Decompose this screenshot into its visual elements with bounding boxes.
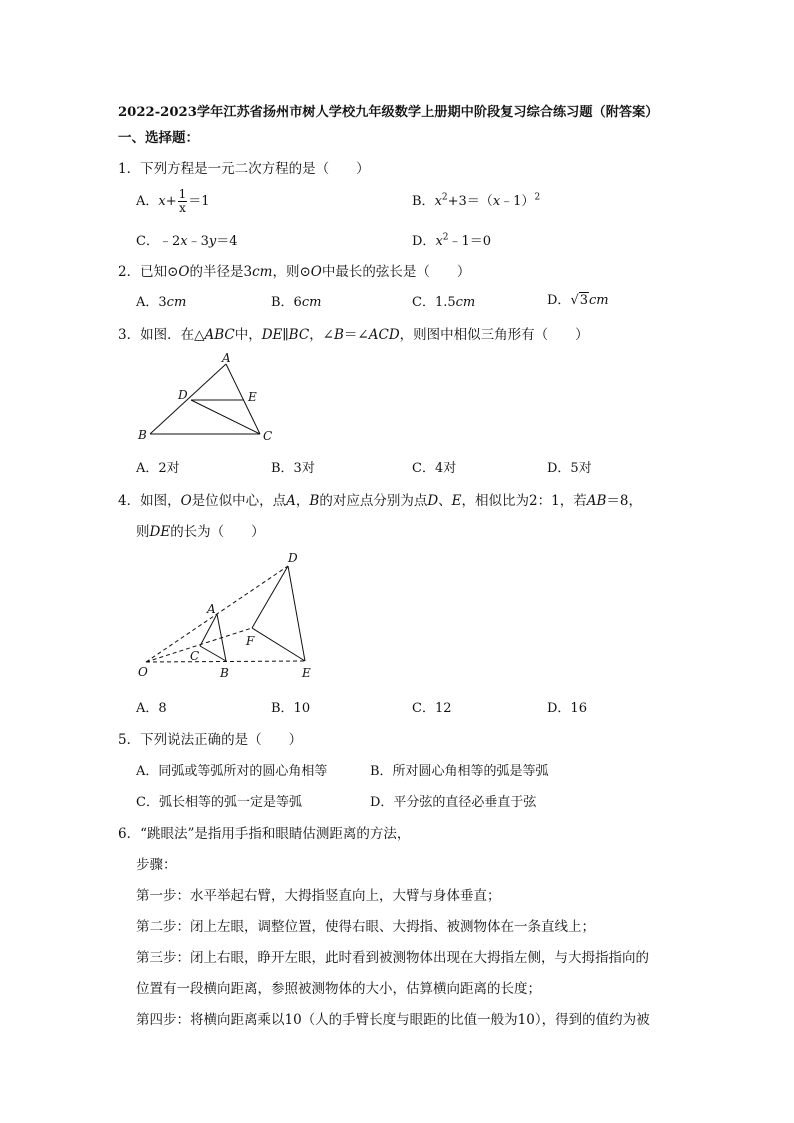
q1-option-a [136, 188, 210, 215]
q2-b-unit: cm [301, 295, 322, 310]
q5-option-b: B．所对圆心角相等的弧是等弧 [370, 764, 549, 779]
q2-c-unit: cm [455, 295, 476, 310]
q4-stem-g: ＝8， [606, 493, 642, 509]
q4-line-ac [200, 614, 217, 646]
q1-c-prefix: C．﹣2 [136, 234, 181, 249]
section-heading: 一、选择题： [118, 130, 199, 146]
q1-c-x: x [180, 234, 188, 249]
q6-step-2: 第二步：闭上左眼，调整位置，使得右眼、大拇指、被测物体在一条直线上； [136, 919, 595, 935]
q3-label-a: A [222, 351, 231, 365]
q4-stem-c: ， [295, 493, 310, 509]
q3-figure [130, 348, 290, 448]
q2-d-radicand: 3 [579, 293, 589, 308]
q1-b-var2: x [492, 194, 501, 209]
q6-steps-label: 步骤： [136, 857, 177, 873]
q2-option-c [412, 291, 475, 310]
q1-option-d [412, 230, 491, 249]
q1-b-var: x [434, 194, 442, 209]
q1-a-fraction [178, 188, 188, 215]
q4-stem-line2 [136, 520, 265, 540]
q1-b-rest: +3＝（ [447, 194, 493, 209]
q4-line-ab [217, 614, 226, 661]
q4-stem-e: 、 [438, 493, 452, 509]
q4-label-o: O [138, 665, 148, 679]
q2-d-prefix: D． [547, 293, 571, 308]
q3-option-d: D．5对 [547, 461, 592, 476]
q6-step-4: 第四步：将横向距离乘以10（人的手臂长度与眼距的比值一般为10），得到的值约为被 [136, 1012, 650, 1028]
q2-stem-o2: O [310, 264, 322, 280]
q1-c-mid: ﹣3 [187, 234, 209, 249]
q4-stem-pa: A [286, 493, 296, 509]
q6-step-3b: 位置有一段横向距离，参照被测物体的大小，估算横向距离的长度； [136, 981, 541, 997]
q4-stem-pb: B [309, 493, 320, 509]
q3-line-ab [150, 364, 226, 434]
q4-stem-pe: E [451, 493, 462, 509]
q4-option-b: B．10 [271, 701, 311, 716]
q1-b-exp2: 2 [534, 192, 541, 203]
q4-option-a: A．8 [136, 701, 167, 716]
q4-stem-f: ，相似比为2：1，若 [461, 493, 587, 509]
q1-a-numerator: 1 [178, 187, 187, 201]
q2-stem-b: 的半径是3 [189, 264, 253, 280]
q4-option-d: D．16 [547, 701, 587, 716]
q1-d-prefix: D． [412, 234, 436, 249]
q4-stem-ab: AB [586, 493, 607, 509]
q3-line-dc [191, 400, 260, 434]
q2-a-prefix: A．3 [136, 295, 167, 310]
q1-a-prefix: A． [136, 194, 159, 209]
q4-label-d: D [288, 551, 298, 565]
q1-a-rest: ＝1 [188, 194, 210, 209]
q2-option-a [136, 291, 186, 310]
q3-stem-a: 3．如图．在△ [118, 327, 205, 343]
q4-line2-b: 的长为（ ） [170, 524, 265, 540]
q4-stem-o: O [180, 493, 192, 509]
q4-line2-a: 则 [136, 524, 150, 540]
q4-stem-pd: D [427, 493, 439, 509]
q1-stem: 1．下列方程是一元二次方程的是（ ） [118, 161, 370, 177]
q4-label-b: B [220, 666, 229, 680]
q6-step-3a: 第三步：闭上右眼，睁开左眼，此时看到被测物体出现在大拇指左侧，与大拇指指向的 [136, 950, 649, 966]
q1-a-denominator: x [179, 201, 186, 215]
q3-stem-bc: BC [288, 327, 310, 343]
q1-b-rest2: ﹣1） [500, 194, 535, 209]
q3-stem-acd: ACD [368, 327, 400, 343]
q4-label-c: C [190, 649, 200, 663]
q3-label-c: C [263, 429, 273, 443]
q2-a-unit: cm [166, 295, 187, 310]
q2-stem-c: ，则⊙ [272, 264, 311, 280]
q3-stem-f: ，则图中相似三角形有（ ） [399, 327, 589, 343]
q5-option-a: A．同弧或等弧所对的圆心角相等 [136, 764, 328, 779]
q3-option-c: C．4对 [412, 461, 457, 476]
q1-c-y: y [208, 234, 217, 249]
q1-option-b [412, 190, 540, 209]
q1-d-rest: ﹣1＝0 [448, 234, 492, 249]
q3-stem-d: ，∠ [309, 327, 334, 343]
q4-stem-b: 是位似中心，点 [191, 493, 287, 509]
q2-stem-d: 中最长的弦长是（ ） [321, 264, 471, 280]
q1-option-c [136, 230, 237, 249]
q6-stem: 6．“跳眼法”是指用手指和眼睛估测距离的方法， [118, 826, 411, 842]
q2-c-prefix: C．1.5 [412, 295, 456, 310]
q2-option-d [547, 289, 609, 308]
q3-stem-bb: B [334, 327, 344, 343]
q2-stem-cm: cm [252, 264, 273, 280]
q4-figure [130, 548, 330, 683]
q4-stem-a: 4．如图， [118, 493, 181, 509]
q1-a-var: x [158, 194, 166, 209]
q3-option-a: A．2对 [136, 461, 180, 476]
q3-stem-e: ＝∠ [343, 327, 369, 343]
q2-stem-o1: O [178, 264, 190, 280]
q4-label-f: F [246, 634, 255, 648]
q4-line-cb [200, 646, 226, 661]
q5-stem: 5．下列说法正确的是（ ） [118, 732, 303, 748]
q3-stem-de: DE [261, 327, 283, 343]
q4-line-de [288, 566, 305, 661]
q3-label-b: B [138, 428, 147, 442]
q4-option-c: C．12 [412, 701, 452, 716]
q1-d-exp: 2 [442, 232, 449, 243]
q4-label-e: E [302, 666, 311, 680]
q4-line2-de: DE [149, 524, 171, 540]
q3-option-b: B．3对 [271, 461, 315, 476]
q5-option-c: C．弧长相等的弧一定是等弧 [136, 795, 302, 810]
q4-label-a: A [207, 602, 216, 616]
q1-c-rest: ＝4 [216, 234, 238, 249]
q1-d-var: x [435, 234, 443, 249]
q4-line-df [252, 566, 288, 628]
q4-stem-d: 的对应点分别为点 [319, 493, 428, 509]
q3-stem-c: ∥ [282, 327, 289, 343]
page-title: 2022-2023学年江苏省扬州市树人学校九年级数学上册期中阶段复习综合练习题（附答案） [118, 105, 659, 120]
sqrt-symbol: √3 [570, 293, 589, 308]
q4-line-fe [252, 628, 305, 661]
q2-d-unit: cm [589, 293, 609, 308]
q4-stem-line1 [118, 489, 642, 509]
q6-step-1: 第一步：水平举起右臂，大拇指竖直向上，大臂与身体垂直； [136, 888, 501, 904]
q2-stem-a: 2．已知⊙ [118, 264, 179, 280]
q2-option-b [271, 291, 321, 310]
q3-stem [118, 323, 589, 343]
q5-option-d: D．平分弦的直径必垂直于弦 [370, 795, 537, 810]
q1-b-prefix: B． [412, 194, 435, 209]
q2-stem [118, 260, 470, 280]
q3-label-e: E [248, 390, 257, 404]
q3-stem-abc: ABC [204, 327, 235, 343]
q2-b-prefix: B．6 [271, 295, 302, 310]
q3-label-d: D [178, 388, 188, 402]
q3-stem-b: 中， [234, 327, 262, 343]
q1-b-exp: 2 [441, 192, 448, 203]
q1-a-plus: + [165, 194, 177, 209]
